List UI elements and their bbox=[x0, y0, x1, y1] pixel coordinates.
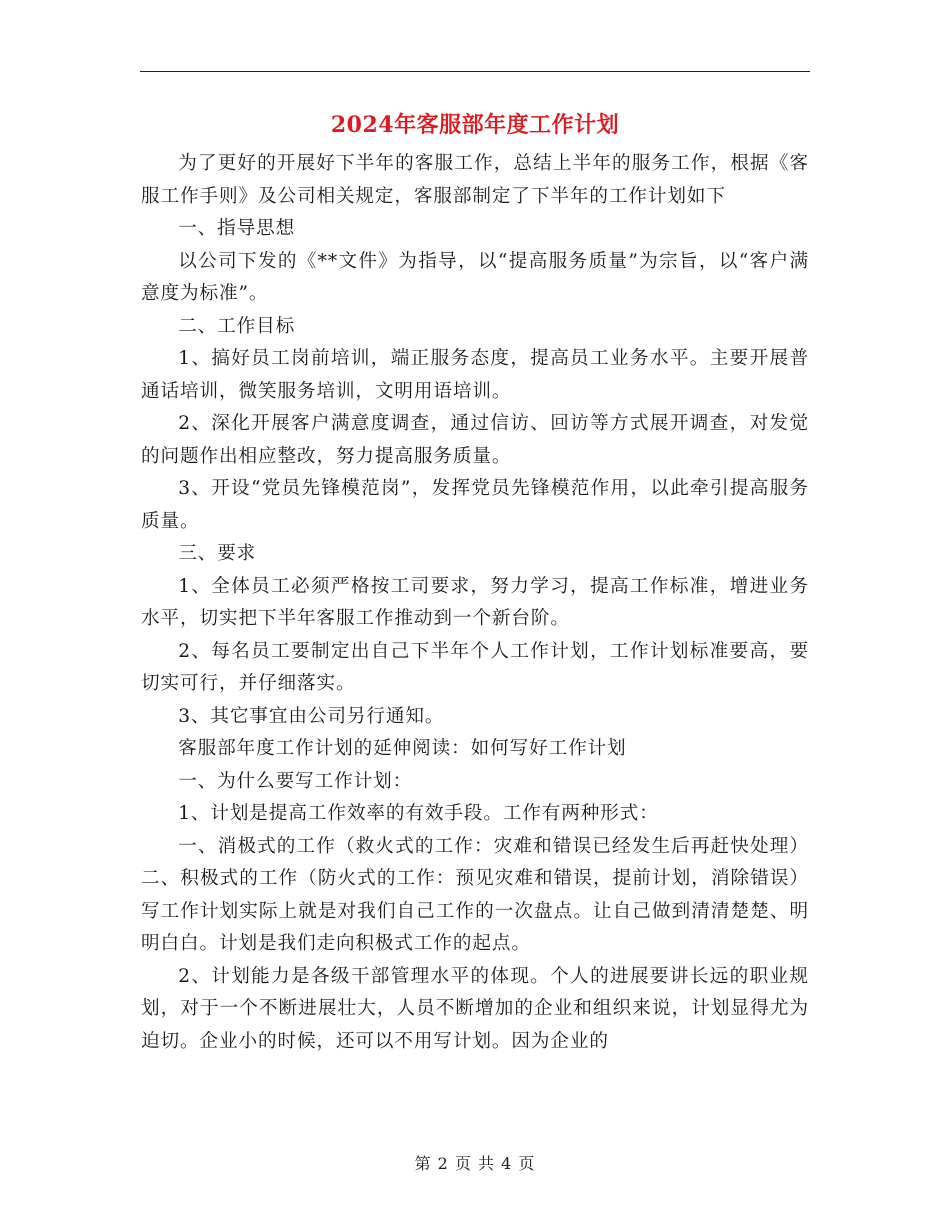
paragraph-extended-reading: 客服部年度工作计划的延伸阅读：如何写好工作计划 bbox=[178, 738, 627, 759]
section-heading-guiding-ideology: 一、指导思想 bbox=[178, 218, 296, 239]
list-item: 1、全体员工必须严格按工司要求，努力学习，提高工作标准，增进业务水平，切实把下半年客服工作推动到一个新台阶。 bbox=[141, 575, 809, 629]
document-title: 2024年客服部年度工作计划 bbox=[330, 112, 620, 138]
page-number: 第 2 页 共 4 页 bbox=[414, 1154, 536, 1173]
list-item: 3、开设“党员先锋模范岗”，发挥党员先锋模范作用，以此牵引提高服务质量。 bbox=[141, 478, 809, 532]
list-item: 2、每名员工要制定出自己下半年个人工作计划，工作计划标准要高，要切实可行，并仔细落实。 bbox=[141, 640, 809, 694]
document-body bbox=[141, 148, 809, 1058]
paragraph: 一、消极式的工作（救火式的工作：灾难和错误已经发生后再赶快处理）二、积极式的工作（防火式的工作：预见灾难和错误，提前计划，消除错误）写工作计划实际上就是对我们自己工作的一次盘点。让自己做到清清楚楚、明明白白。计划是我们走向积极式工作的起点。 bbox=[141, 835, 809, 954]
list-item: 2、计划能力是各级干部管理水平的体现。个人的进展要讲长远的职业规划，对于一个不断进展壮大，人员不断增加的企业和组织来说，计划显得尤为迫切。企业小的时候，还可以不用写计划。因为企业的 bbox=[141, 965, 809, 1052]
paragraph-intro: 为了更好的开展好下半年的客服工作，总结上半年的服务工作，根据《客服工作手则》及公司相关规定，客服部制定了下半年的工作计划如下 bbox=[141, 153, 809, 207]
section-heading-why-plan: 一、为什么要写工作计划： bbox=[178, 770, 413, 792]
list-item: 1、计划是提高工作效率的有效手段。工作有两种形式： bbox=[178, 803, 659, 824]
list-item: 2、深化开展客户满意度调查，通过信访、回访等方式展开调查，对发觉的问题作出相应整改，努力提高服务质量。 bbox=[141, 413, 809, 467]
header-divider bbox=[140, 71, 810, 72]
paragraph: 以公司下发的《**文件》为指导，以“提高服务质量”为宗旨，以“客户满意度为标准”。 bbox=[141, 250, 809, 304]
list-item: 1、搞好员工岗前培训，端正服务态度，提高员工业务水平。主要开展普通话培训，微笑服务培训，文明用语培训。 bbox=[141, 348, 809, 402]
page-footer bbox=[0, 1152, 950, 1176]
section-heading-work-goals: 二、工作目标 bbox=[178, 315, 296, 337]
section-heading-requirements: 三、要求 bbox=[178, 543, 257, 564]
list-item: 3、其它事宜由公司另行通知。 bbox=[178, 705, 445, 727]
